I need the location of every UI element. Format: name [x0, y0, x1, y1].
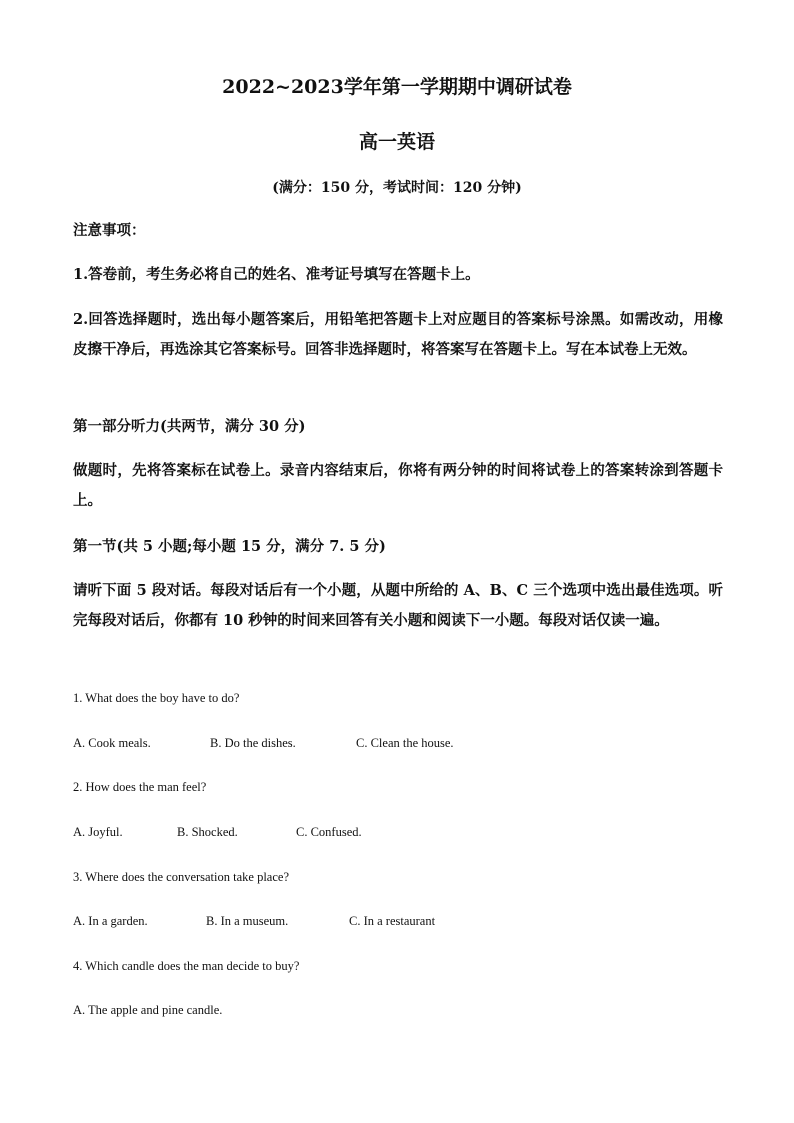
question-1-option-c: C. Clean the house.: [356, 736, 454, 750]
question-3-option-b: B. In a museum.: [206, 914, 289, 928]
question-1-option-a: A. Cook meals.: [73, 736, 151, 750]
question-3-option-a: A. In a garden.: [73, 914, 148, 928]
exam-subject: 高一英语: [358, 131, 435, 153]
question-2-option-c: C. Confused.: [296, 825, 362, 839]
question-2-option-a: A. Joyful.: [73, 825, 123, 839]
section1-heading: 第一节(共 5 小题;每小题 15 分，满分 7. 5 分): [73, 538, 386, 555]
question-2-option-b: B. Shocked.: [177, 825, 238, 839]
exam-title: 2022~2023学年第一学期期中调研试卷: [222, 76, 572, 98]
section1-instruction: 请听下面 5 段对话。每段对话后有一个小题，从题中所给的 A、B、C 三个选项中选出最佳选项。听完每段对话后，你都有 10 秒钟的时间来回答有关小题和阅读下一小题。每段对话仅读一遍。: [73, 582, 723, 629]
notes-heading: 注意事项：: [73, 222, 146, 239]
question-1-stem: 1. What does the boy have to do?: [73, 691, 240, 705]
question-2-stem: 2. How does the man feel?: [73, 780, 207, 794]
exam-meta: (满分：150 分，考试时间：120 分钟): [272, 180, 522, 196]
question-3-stem: 3. Where does the conversation take place?: [73, 870, 289, 884]
part1-heading: 第一部分听力(共两节，满分 30 分): [73, 418, 306, 435]
question-4-stem: 4. Which candle does the man decide to buy?: [73, 959, 300, 973]
notes-item-1: 1.答卷前，考生务必将自己的姓名、准考证号填写在答题卡上。: [73, 266, 480, 283]
question-1-option-b: B. Do the dishes.: [210, 736, 296, 750]
part1-instruction: 做题时，先将答案标在试卷上。录音内容结束后，你将有两分钟的时间将试卷上的答案转涂到答题卡上。: [73, 462, 723, 509]
question-4-option-a: A. The apple and pine candle.: [73, 1003, 223, 1017]
notes-item-2: 2.回答选择题时，选出每小题答案后，用铅笔把答题卡上对应题目的答案标号涂黑。如需改动，用橡皮擦干净后，再选涂其它答案标号。回答非选择题时，将答案写在答题卡上。写在本试卷上无效。: [73, 311, 723, 358]
question-3-option-c: C. In a restaurant: [349, 914, 436, 928]
